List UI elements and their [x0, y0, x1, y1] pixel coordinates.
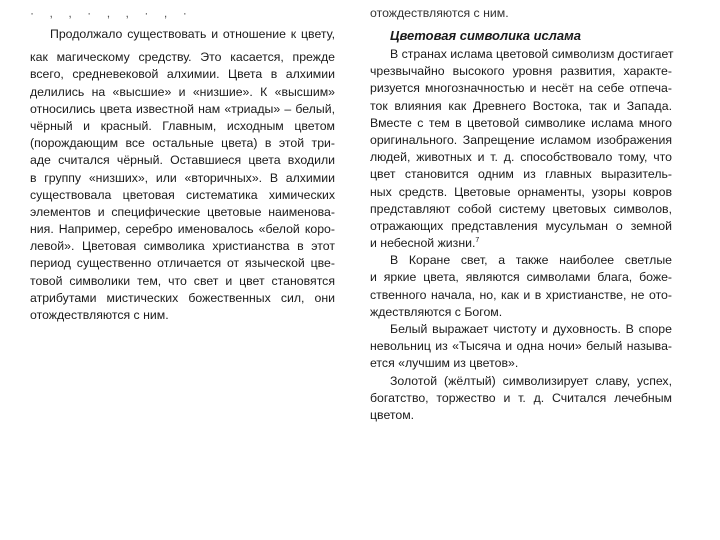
text-line: людей, животных и т. д. способствовало тому, что: [370, 150, 672, 165]
text-line: ризуется многозначностью и несёт на себе отпеча-: [370, 81, 672, 96]
text-line: (порождающим все остальные цвета) в этой три-: [30, 136, 335, 151]
text-line: левой». Цветовая символика христианства в этот: [30, 239, 335, 254]
text-line: В Коране свет, а также наиболее светлые: [390, 253, 672, 268]
right-page: [370, 6, 674, 424]
cut-text: отождествляются с ним.: [370, 6, 509, 20]
text-line: ственного начала, но, как и в христианстве, не ото-: [370, 287, 672, 302]
text-line: богатство, торжество и т. д. Считался лечебным: [370, 390, 672, 405]
text-line: Продолжало существовать и отношение к цвету,: [50, 27, 335, 41]
text-line: [370, 235, 672, 252]
text-line: цвет становится одним из главных выразитель-: [370, 167, 672, 182]
section-heading: Цветовая символика ислама: [390, 28, 581, 43]
text-line: В странах ислама цветовой символизм достигает: [390, 47, 674, 61]
text-line: в группу «низших», или «вторичных». В алхимии: [30, 170, 335, 185]
text-line: ток влияния как Древнего Востока, так и Запада.: [370, 98, 672, 113]
text-line: атрибутами мистических божественных сил, они: [30, 290, 335, 305]
text-line: чрезвычайно высокого уровня развития, характе-: [370, 64, 672, 79]
text-line: отражающих представления мусульман о земной: [370, 218, 672, 233]
text-line: отождествляются с ним.: [30, 308, 169, 322]
text-line: элементов и специфические цветовые наименова-: [30, 204, 335, 219]
text-line: существовала цветовая систематика химических: [30, 187, 335, 202]
text-line: товой символики тем, что свет и цвет становятся: [30, 273, 335, 288]
footnote-marker: 7: [475, 236, 480, 244]
text-line: цветом.: [370, 407, 415, 422]
text-line: относились цвета известной нам «триады» – белый,: [30, 101, 335, 116]
text-line: период существенно отличается от языческой цве-: [30, 256, 335, 271]
text-line: ждествляются с Богом.: [370, 304, 503, 319]
text-line: представляют собой систему цветовых символов,: [370, 201, 672, 216]
text-line: всего, средневековой алхимии. Цвета в алхимии: [30, 67, 335, 82]
text-line: ется «лучшим из цветов».: [370, 356, 519, 371]
text-line: делились на «высшие» и «низшие». К «высшим»: [30, 84, 335, 99]
text-line: Вместе с тем в цветовой символике ислама много: [370, 115, 672, 130]
text-line: Белый выражает чистоту и духовность. В споре: [390, 322, 672, 336]
left-page: [30, 6, 335, 324]
right-page-cut-line: [370, 6, 672, 26]
text-fragment: и небесной жизни.: [370, 236, 476, 251]
text-line: как магическому средству. Это касается, прежде: [30, 50, 335, 65]
text-line: и яркие цвета, являются символами блага, боже-: [370, 270, 672, 285]
text-line: оригинального. Запрещение исламом изображения: [370, 132, 672, 147]
text-line: ния. Например, серебро именовалось «белой коро-: [30, 222, 335, 237]
left-page-cut-line: [30, 6, 335, 26]
text-line: аде считался чёрный. Оставшиеся цвета входили: [30, 153, 335, 168]
text-line: невольниц из «Тысяча и одна ночи» белый называ-: [370, 339, 672, 354]
cut-text: · , , · , , · , ·: [30, 6, 193, 20]
text-line: ных средств. Цветовые орнаменты, узоры ковров: [370, 184, 672, 199]
text-line: чёрный и красный. Главным, исходным цветом: [30, 118, 335, 133]
text-line: Золотой (жёлтый) символизирует славу, успех,: [390, 373, 672, 388]
